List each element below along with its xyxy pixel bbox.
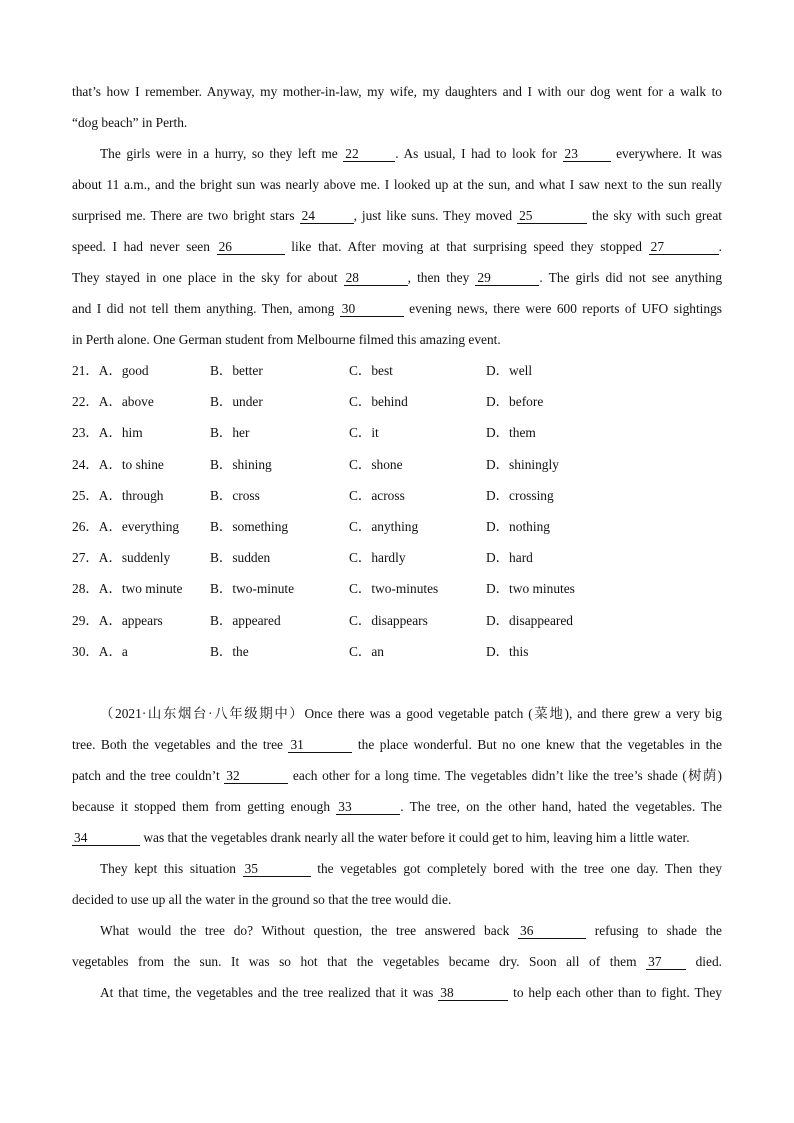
text-line: that’s how I remember. Anyway, my mother-in-law, my wife, my daughters and I with our dog went for a walk to [72,84,722,99]
question-number: 26． [72,518,99,534]
text-line: What would the tree do? Without question, the tree answered back 36 refusing to shade the [100,922,722,938]
blank-25: 25 [517,209,587,224]
option-c: C．an [349,643,384,659]
blank-23: 23 [563,147,611,162]
blank-35: 35 [243,862,311,877]
document-page [72,76,722,1008]
question-row [72,605,722,636]
text-line: surprised me. There are two bright stars 24 , just like suns. They moved 25 the sky with such great [72,208,722,223]
blank-37: 37 [646,955,686,970]
option-c: C．behind [349,394,408,410]
option-b: B．her [210,425,250,441]
blank-38: 38 [438,986,508,1001]
option-c: C．across [349,487,405,503]
option-b: B．shining [210,456,272,472]
option-d: D．before [486,394,544,410]
question-number: 22． [72,394,99,410]
option-b: B．the [210,643,249,659]
question-number: 27． [72,550,99,566]
option-a: A．through [98,487,164,503]
question-number: 25． [72,487,99,503]
question-number: 28． [72,581,99,597]
question-row [72,386,722,417]
option-b: B．under [210,394,263,410]
option-c: C．two-minutes [349,581,439,597]
blank-33: 33 [336,800,400,815]
option-d: D．two minutes [486,581,575,597]
option-c: C．it [349,425,379,441]
blank-32: 32 [224,769,288,784]
option-c: C．disappears [349,612,428,628]
option-d: D．nothing [486,518,550,534]
text-line: （2021·山东烟台·八年级期中）Once there was a good vegetable patch (菜地), and there grew a very big [100,705,722,721]
text-line: decided to use up all the water in the ground so that the tree would die. [72,891,452,907]
text-line: about 11 a.m., and the bright sun was nearly above me. I looked up at the sun, and what I saw next to the sun really [72,177,722,192]
blank-34: 34 [72,831,140,846]
question-number: 29． [72,612,99,628]
option-d: D．hard [486,550,533,566]
option-a: A．two minute [98,581,183,597]
question-row [72,511,722,542]
question-number: 23． [72,425,99,441]
text-line: The girls were in a hurry, so they left me 22 . As usual, I had to look for 23 everywhere. It was [100,146,723,161]
text-line: “dog beach” in Perth. [72,115,188,130]
text-line: They stayed in one place in the sky for about 28 , then they 29 . The girls did not see anything [72,270,723,285]
question-row [72,417,722,448]
question-number-and-option-a [72,449,164,480]
option-c: C．hardly [349,550,406,566]
option-a: A．above [98,394,154,410]
text-line: They kept this situation 35 the vegetables got completely bored with the tree one day. Then they [100,860,722,876]
text-line: and I did not tell them anything. Then, among 30 evening news, there were 600 reports of UFO sightings [72,301,722,316]
option-a: A．suddenly [98,550,171,566]
question-row [72,355,722,386]
question-number-and-option-a [72,386,154,417]
option-a: A．everything [98,518,180,534]
passage-1 [72,76,722,355]
blank-28: 28 [344,271,408,286]
option-b: B．appeared [210,612,281,628]
options-list [72,355,722,667]
question-number-and-option-a [72,480,164,511]
blank-31: 31 [288,738,352,753]
option-b: B．two-minute [210,581,295,597]
text-line: 34 was that the vegetables drank nearly all the water before it could get to him, leaving him a little water. [74,829,690,845]
question-number-and-option-a [72,636,128,667]
option-a: A．a [98,643,128,659]
option-b: B．sudden [210,550,271,566]
question-row [72,449,722,480]
option-a: A．good [98,363,149,378]
question-number-and-option-a [72,573,182,604]
text-line: speed. I had never seen 26 like that. After moving at that surprising speed they stopped 27 . [72,239,722,254]
option-b: B．better [210,363,263,378]
blank-27: 27 [649,240,719,255]
option-c: C．anything [349,518,419,534]
option-d: D．disappeared [486,612,574,628]
text-line: in Perth alone. One German student from Melbourne filmed this amazing event. [72,332,501,347]
blank-22: 22 [343,147,395,162]
question-row [72,480,722,511]
blank-29: 29 [475,271,539,286]
option-a: A．to shine [98,456,164,472]
question-row [72,542,722,573]
question-number: 30． [72,643,99,659]
question-row [72,636,722,667]
blank-36: 36 [518,924,586,939]
question-number-and-option-a [72,355,149,386]
option-b: B．cross [210,487,260,503]
passage-2 [72,698,722,1008]
blank-24: 24 [300,209,354,224]
question-row [72,573,722,604]
text-line: vegetables from the sun. It was so hot that the vegetables became dry. Soon all of them 37 died. [72,953,723,969]
text-line: At that time, the vegetables and the tree realized that it was 38 to help each other than to fight. They [100,984,722,1000]
option-b: B．something [210,518,289,534]
text-line: because it stopped them from getting enough 33 . The tree, on the other hand, hated the vegetables. The [72,798,722,814]
option-c: C．shone [349,456,403,472]
option-c: C．best [349,363,393,378]
blank-26: 26 [217,240,285,255]
question-number-and-option-a [72,417,143,448]
text-line: tree. Both the vegetables and the tree 31 the place wonderful. But no one knew that the vegetables in the [72,736,722,752]
option-d: D．them [486,425,536,441]
question-number-and-option-a [72,542,170,573]
option-d: D．shiningly [486,456,559,472]
text-line: patch and the tree couldn’t 32 each other for a long time. The vegetables didn’t like the tree’s shade (树荫) [72,767,722,783]
option-a: A．appears [98,612,163,628]
question-number-and-option-a [72,511,179,542]
option-d: D．crossing [486,487,554,503]
question-number: 24． [72,456,99,472]
blank-30: 30 [340,302,404,317]
question-number-and-option-a [72,605,163,636]
question-number: 21． [72,363,99,378]
option-d: D．well [486,363,533,378]
option-a: A．him [98,425,143,441]
option-d: D．this [486,643,529,659]
